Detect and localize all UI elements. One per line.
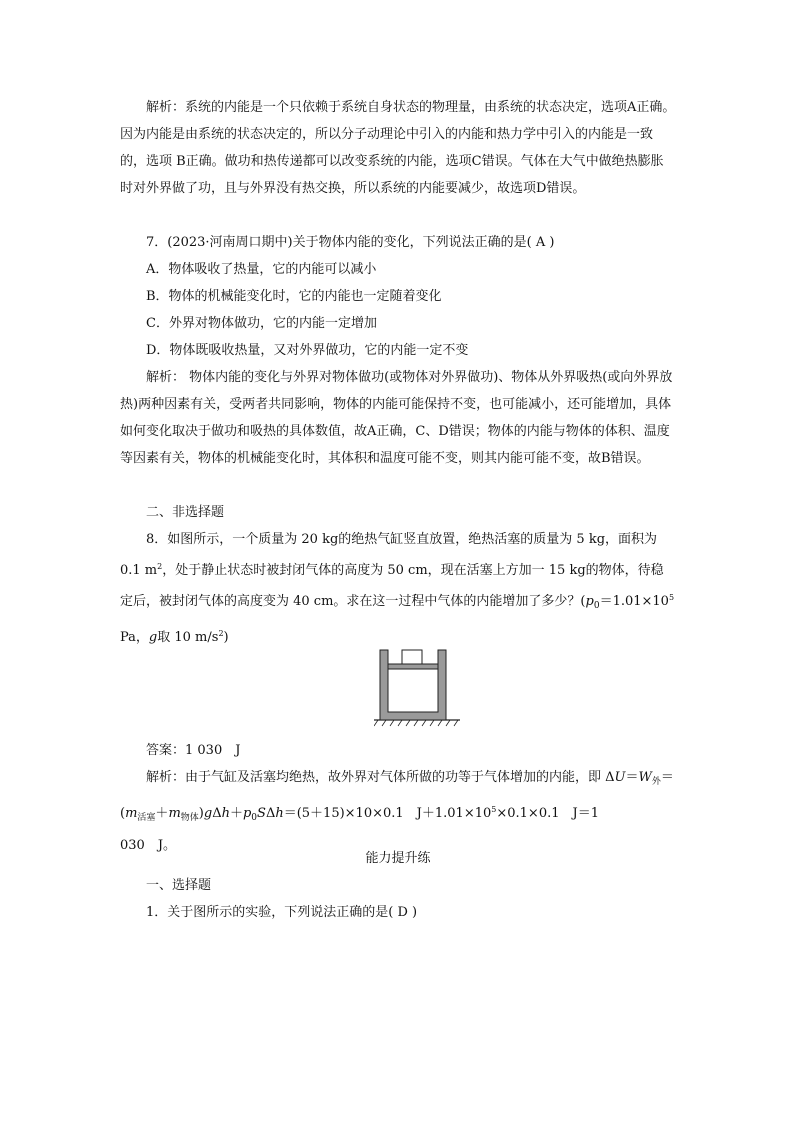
ground-hatching <box>374 720 458 726</box>
q7-analysis: 解析： 物体内能的变化与外界对物体做功(或物体对外界做功)、物体从外界吸热(或向外界放热)两种因素有关，受两者共同影响，物体的内能可能保持不变，也可能减小，还可能增加，具体如何变化取决于做功和吸热的具体数值，故A正确，C、D错误；物体的内能与物体的体积、温度等因素有关，物体的机械能变化时，其体积和温度可能不变，则其内能可能不变，故B错误。 <box>120 370 673 466</box>
cylinder-piston-figure <box>374 644 460 728</box>
q7-option-c: C．外界对物体做功，它的内能一定增加 <box>146 316 377 331</box>
q8-analysis: 解析：由于气缸及活塞均绝热，故外界对气体所做的功等于气体增加的内能，即 $\Delta U=W_外=(m_{活塞}+m_{物体})g\Delta h+p_0S\Delta h=(5+15)\times 10\times 0.1$ $J+1.01\times 10^5\times 0.1\times 0.1$ J＝1 030 J。 <box>120 770 674 853</box>
q8-answer: 答案：1 030 J <box>146 743 241 758</box>
piston <box>388 664 438 669</box>
q7-option-a: A．物体吸收了热量，它的内能可以减小 <box>146 262 377 277</box>
q7-option-b: B．物体的机械能变化时，它的内能也一定随着变化 <box>146 289 442 304</box>
q7-stem: 7．(2023·河南周口期中)关于物体内能的变化，下列说法正确的是( A ) <box>146 235 555 250</box>
section-ability-title: 能力提升练 <box>365 851 431 866</box>
q6-analysis: 解析：系统的内能是一个只依赖于系统自身状态的物理量，由系统的状态决定，选项A正确。因为内能是由系统的状态决定的，所以分子动理论中引入的内能和热力学中引入的内能是一致的，选项 B正确。做功和热传递都可以改变系统的内能，选项C错误。气体在大气中做绝热膨胀时对外界做了功，且与外界没有热交换，所以系统的内能要减少，故选项D错误。 <box>120 100 676 196</box>
q8-stem: 8．如图所示，一个质量为 20 kg的绝热气缸竖直放置，绝热活塞的质量为 5 kg，面积为 0.1 $m^2$，处于静止状态时被封闭气体的高度为 50 cm，现在活塞上方加一 15 kg的物体，待稳定后，被封闭气体的高度变为 40 cm。求在这一过程中气体的内能增加了多少？($p_0=1.01\times 10^5$ Pa，g取 10 $m/s^2$) <box>120 532 675 645</box>
q1-stem: 1．关于图所示的实验，下列说法正确的是( D ) <box>146 905 418 920</box>
section-non-choice-title: 二、非选择题 <box>146 505 225 520</box>
cylinder-piston-diagram <box>374 644 460 728</box>
q7-option-d: D．物体既吸收热量，又对外界做功，它的内能一定不变 <box>146 343 469 358</box>
section-choice-title: 一、选择题 <box>146 878 212 893</box>
object-block <box>402 650 422 664</box>
